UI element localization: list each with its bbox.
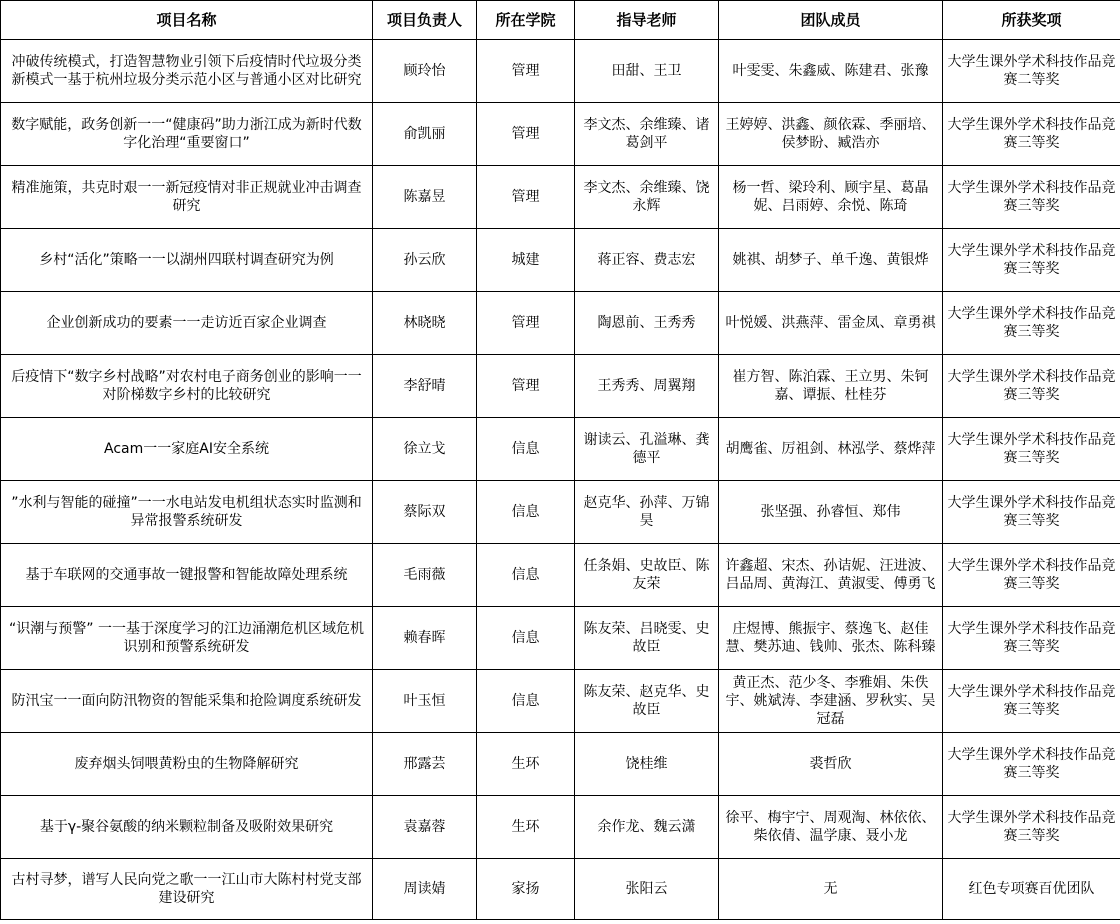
cell-members: 叶雯雯、朱鑫威、陈建君、张豫	[719, 40, 943, 103]
cell-college: 信息	[477, 544, 575, 607]
cell-award: 大学生课外学术科技作品竞赛二等奖	[943, 40, 1120, 103]
cell-project-name: 冲破传统模式，打造智慧物业引领下后疫情时代垃圾分类新模式一基于杭州垃圾分类示范小区与普通小区对比研究	[1, 40, 373, 103]
cell-advisor: 任条娟、史故臣、陈友荣	[575, 544, 719, 607]
cell-leader: 赖春晖	[373, 607, 477, 670]
cell-project-name: 精准施策，共克时艰一一新冠疫情对非正规就业冲击调查研究	[1, 166, 373, 229]
cell-college: 管理	[477, 103, 575, 166]
cell-leader: 叶玉恒	[373, 670, 477, 733]
cell-award: 大学生课外学术科技作品竞赛三等奖	[943, 481, 1120, 544]
header-leader: 项目负责人	[373, 1, 477, 40]
cell-award: 大学生课外学术科技作品竞赛三等奖	[943, 607, 1120, 670]
cell-college: 管理	[477, 292, 575, 355]
cell-members: 裘哲欣	[719, 733, 943, 796]
cell-leader: 毛雨薇	[373, 544, 477, 607]
cell-award: 大学生课外学术科技作品竞赛三等奖	[943, 229, 1120, 292]
cell-members: 姚祺、胡梦子、单千逸、黄银烨	[719, 229, 943, 292]
cell-advisor: 陈友荣、吕晓雯、史故臣	[575, 607, 719, 670]
cell-project-name: 废弃烟头饲喂黄粉虫的生物降解研究	[1, 733, 373, 796]
cell-leader: 袁嘉蓉	[373, 796, 477, 859]
table-row	[1, 229, 1120, 292]
cell-college: 管理	[477, 355, 575, 418]
cell-members: 胡鹰雀、厉祖剑、林泓学、蔡烨萍	[719, 418, 943, 481]
cell-project-name: “识潮与预警” 一一基于深度学习的江边涌潮危机区域危机识别和预警系统研发	[1, 607, 373, 670]
cell-leader: 邢露芸	[373, 733, 477, 796]
cell-members: 崔方智、陈泊霖、王立男、朱钶嘉、谭振、杜桂芬	[719, 355, 943, 418]
cell-members: 叶悦媛、洪燕萍、雷金凤、章勇祺	[719, 292, 943, 355]
header-award: 所获奖项	[943, 1, 1120, 40]
cell-project-name: 后疫情下“数字乡村战略”对农村电子商务创业的影响一一对阶梯数字乡村的比较研究	[1, 355, 373, 418]
cell-award: 大学生课外学术科技作品竞赛三等奖	[943, 103, 1120, 166]
cell-college: 信息	[477, 418, 575, 481]
cell-college: 生环	[477, 733, 575, 796]
cell-college: 城建	[477, 229, 575, 292]
cell-leader: 孙云欣	[373, 229, 477, 292]
cell-college: 生环	[477, 796, 575, 859]
table-row	[1, 166, 1120, 229]
cell-members: 庄煜博、熊振宇、蔡逸飞、赵佳慧、樊苏迪、钱帅、张杰、陈科臻	[719, 607, 943, 670]
cell-college: 信息	[477, 481, 575, 544]
cell-advisor: 蒋正容、费志宏	[575, 229, 719, 292]
cell-members: 黄正杰、范少冬、李雅娟、朱佚宇、姚斌涛、李建涵、罗秋实、吴冠磊	[719, 670, 943, 733]
cell-award: 大学生课外学术科技作品竞赛三等奖	[943, 418, 1120, 481]
cell-project-name: 乡村“活化”策略一一以湖州四联村调查研究为例	[1, 229, 373, 292]
cell-advisor: 余作龙、魏云潇	[575, 796, 719, 859]
table-row	[1, 481, 1120, 544]
cell-college: 管理	[477, 40, 575, 103]
cell-project-name: 企业创新成功的要素一一走访近百家企业调查	[1, 292, 373, 355]
table-row	[1, 733, 1120, 796]
cell-advisor: 李文杰、余维臻、饶永辉	[575, 166, 719, 229]
header-project-name: 项目名称	[1, 1, 373, 40]
table-row	[1, 292, 1120, 355]
table-row	[1, 544, 1120, 607]
cell-project-name: ”水利与智能的碰撞”一一水电站发电机组状态实时监测和异常报警系统研发	[1, 481, 373, 544]
cell-leader: 李舒晴	[373, 355, 477, 418]
header-college: 所在学院	[477, 1, 575, 40]
cell-advisor: 田甜、王卫	[575, 40, 719, 103]
cell-advisor: 饶桂维	[575, 733, 719, 796]
cell-college: 家扬	[477, 859, 575, 920]
cell-project-name: 防汛宝一一面向防汛物资的智能采集和抢险调度系统研发	[1, 670, 373, 733]
cell-award: 大学生课外学术科技作品竞赛三等奖	[943, 166, 1120, 229]
cell-college: 信息	[477, 607, 575, 670]
cell-award: 大学生课外学术科技作品竞赛三等奖	[943, 544, 1120, 607]
cell-leader: 蔡际双	[373, 481, 477, 544]
cell-award: 红色专项赛百优团队	[943, 859, 1120, 920]
cell-project-name: 基于γ-聚谷氨酸的纳米颗粒制备及吸附效果研究	[1, 796, 373, 859]
cell-advisor: 谢读云、孔溢琳、龚德平	[575, 418, 719, 481]
cell-college: 管理	[477, 166, 575, 229]
cell-members: 无	[719, 859, 943, 920]
cell-advisor: 王秀秀、周翼翔	[575, 355, 719, 418]
header-advisor: 指导老师	[575, 1, 719, 40]
header-members: 团队成员	[719, 1, 943, 40]
cell-leader: 周读婧	[373, 859, 477, 920]
cell-award: 大学生课外学术科技作品竞赛三等奖	[943, 733, 1120, 796]
cell-leader: 林晓晓	[373, 292, 477, 355]
cell-members: 张坚强、孙睿恒、郑伟	[719, 481, 943, 544]
cell-advisor: 李文杰、余维臻、诸葛剑平	[575, 103, 719, 166]
cell-members: 杨一哲、梁玲利、顾宇星、葛晶妮、吕雨婷、余悦、陈琦	[719, 166, 943, 229]
table-row	[1, 40, 1120, 103]
header-row	[1, 1, 1120, 40]
cell-members: 许鑫超、宋杰、孙诘妮、汪进波、吕品周、黄海江、黄淑雯、傅勇飞	[719, 544, 943, 607]
cell-leader: 顾玲怡	[373, 40, 477, 103]
cell-leader: 徐立戈	[373, 418, 477, 481]
table-row	[1, 103, 1120, 166]
cell-advisor: 陈友荣、赵克华、史故臣	[575, 670, 719, 733]
cell-project-name: 数字赋能，政务创新一一“健康码”助力浙江成为新时代数字化治理“重要窗口”	[1, 103, 373, 166]
cell-leader: 俞凯丽	[373, 103, 477, 166]
cell-award: 大学生课外学术科技作品竞赛三等奖	[943, 355, 1120, 418]
cell-members: 徐平、梅宇宁、周观淘、林依依、柴依倩、温学康、聂小龙	[719, 796, 943, 859]
cell-advisor: 赵克华、孙萍、万锦昊	[575, 481, 719, 544]
cell-college: 信息	[477, 670, 575, 733]
cell-leader: 陈嘉昱	[373, 166, 477, 229]
cell-project-name: 古村寻梦，谱写人民向党之歌一一江山市大陈村村党支部建设研究	[1, 859, 373, 920]
table-row	[1, 670, 1120, 733]
cell-award: 大学生课外学术科技作品竞赛三等奖	[943, 670, 1120, 733]
cell-advisor: 张阳云	[575, 859, 719, 920]
table-row	[1, 607, 1120, 670]
cell-project-name: Acam一一家庭AI安全系统	[1, 418, 373, 481]
table-row	[1, 418, 1120, 481]
cell-advisor: 陶恩前、王秀秀	[575, 292, 719, 355]
cell-award: 大学生课外学术科技作品竞赛三等奖	[943, 292, 1120, 355]
cell-members: 王婷婷、洪鑫、颜依霖、季丽培、侯梦盼、臧浩亦	[719, 103, 943, 166]
table-row	[1, 859, 1120, 920]
table-row	[1, 355, 1120, 418]
cell-project-name: 基于车联网的交通事故一键报警和智能故障处理系统	[1, 544, 373, 607]
cell-award: 大学生课外学术科技作品竞赛三等奖	[943, 796, 1120, 859]
table-row	[1, 796, 1120, 859]
